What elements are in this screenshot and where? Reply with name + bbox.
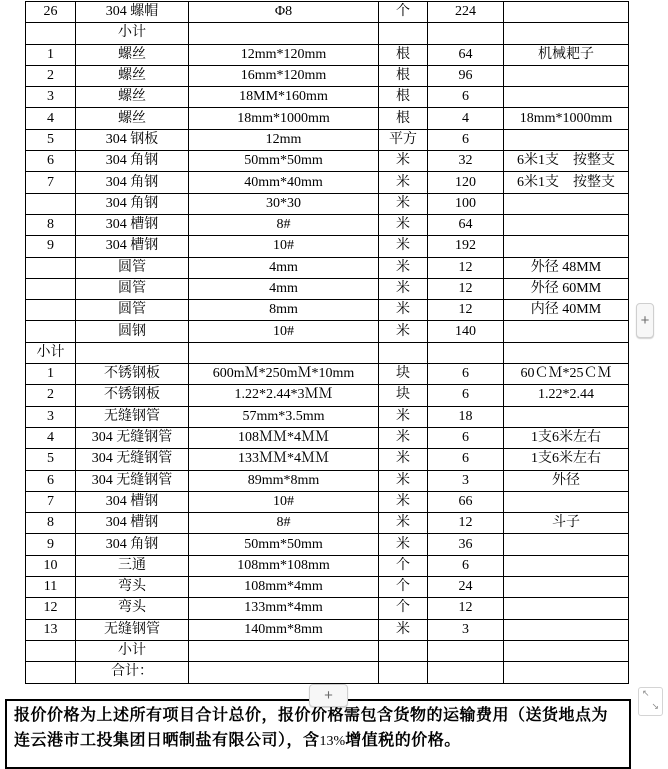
table-cell[interactable]: 8mm [189,300,379,321]
table-row [26,427,629,448]
table-cell[interactable]: 12 [428,257,504,278]
table-cell[interactable]: 1.22*2.44 [504,385,629,406]
table-cell[interactable]: 机械耙子 [504,44,629,65]
table-cell[interactable] [189,23,379,44]
table-row [26,470,629,491]
table-cell[interactable] [379,662,428,683]
table-cell[interactable]: 米 [379,278,428,299]
table-cell[interactable]: 18mm*1000mm [504,108,629,129]
table-cell[interactable] [428,23,504,44]
table-row [26,129,629,150]
table-cell[interactable]: 6 [26,470,76,491]
table-cell[interactable]: 螺丝 [76,44,189,65]
table-cell[interactable]: 3 [428,470,504,491]
table-row [26,342,629,363]
table-cell[interactable]: 2 [26,385,76,406]
table-cell[interactable]: 64 [428,44,504,65]
table-cell[interactable]: 89mm*8mm [189,470,379,491]
table-cell[interactable]: 13 [26,619,76,640]
table-cell[interactable]: 螺丝 [76,87,189,108]
table-cell[interactable]: 根 [379,108,428,129]
table-cell[interactable]: 304 角钢 [76,193,189,214]
table-cell[interactable]: 10 [26,555,76,576]
table-cell[interactable] [504,555,629,576]
table-cell[interactable]: 304 角钢 [76,534,189,555]
table-row [26,300,629,321]
table-cell[interactable]: 304 螺帽 [76,2,189,23]
table-cell[interactable]: 108mm*4mm [189,577,379,598]
table-cell[interactable] [26,321,76,342]
table-cell[interactable]: 米 [379,449,428,470]
table-cell[interactable] [189,342,379,363]
table-row [26,619,629,640]
table-row [26,193,629,214]
table-cell[interactable]: 140mm*8mm [189,619,379,640]
table-cell[interactable]: 1支6米左右 [504,449,629,470]
table-cell[interactable]: 米 [379,300,428,321]
table-cell[interactable]: 不锈钢板 [76,364,189,385]
table-cell[interactable]: 6 [428,385,504,406]
table-row [26,108,629,129]
table-cell[interactable] [504,2,629,23]
table-cell[interactable]: 6 [428,555,504,576]
table-cell[interactable]: 108mm*108mm [189,555,379,576]
table-cell[interactable]: 2 [26,65,76,86]
table-cell[interactable]: 304 无缝钢管 [76,427,189,448]
table-cell[interactable]: 224 [428,2,504,23]
table-cell[interactable]: 合计： [76,662,189,683]
table-cell[interactable]: 66 [428,491,504,512]
table-cell[interactable] [189,662,379,683]
table-cell[interactable]: 1 [26,364,76,385]
table-cell[interactable]: 6 [428,364,504,385]
table-cell[interactable]: 304 槽钢 [76,236,189,257]
table-cell[interactable]: 4mm [189,278,379,299]
table-cell[interactable]: 圆管 [76,278,189,299]
table-cell[interactable]: 304 槽钢 [76,491,189,512]
table-cell[interactable] [428,640,504,661]
table-cell[interactable]: 米 [379,619,428,640]
table-cell[interactable]: 40mm*40mm [189,172,379,193]
table-cell[interactable] [504,23,629,44]
table-cell[interactable] [504,598,629,619]
table-cell[interactable]: 外径 60MM [504,278,629,299]
table-row [26,236,629,257]
table-cell[interactable]: 6 [428,87,504,108]
table-cell[interactable] [428,342,504,363]
table-cell[interactable]: 6 [428,427,504,448]
table-cell[interactable]: 7 [26,172,76,193]
table-cell[interactable]: 5 [26,129,76,150]
table-cell[interactable]: 弯头 [76,577,189,598]
resize-nw-icon: ↖ [642,689,650,699]
table-cell[interactable]: 120 [428,172,504,193]
table-cell[interactable]: 个 [379,577,428,598]
table-cell[interactable]: 12mm*120mm [189,44,379,65]
table-row [26,65,629,86]
quote-note-text: 报价价格为上述所有项目合计总价，报价价格需包含货物的运输费用（送货地点为连云港市工投集团日晒制盐有限公司），含 [14,707,609,749]
table-cell[interactable]: 米 [379,491,428,512]
table-cell[interactable]: 12mm [189,129,379,150]
table-row [26,534,629,555]
table-cell[interactable]: 米 [379,172,428,193]
table-cell[interactable]: 140 [428,321,504,342]
table-cell[interactable] [504,321,629,342]
table-row [26,385,629,406]
table-cell[interactable]: 8 [26,214,76,235]
insert-column-button[interactable]: + [636,303,654,338]
table-cell[interactable]: 30*30 [189,193,379,214]
table-cell[interactable]: 6 [428,129,504,150]
table-cell[interactable] [26,23,76,44]
table-cell[interactable]: 36 [428,534,504,555]
table-cell[interactable]: 192 [428,236,504,257]
table-cell[interactable]: 108ＭＭ*4ＭＭ [189,427,379,448]
table-cell[interactable] [26,193,76,214]
table-cell[interactable] [504,87,629,108]
table-cell[interactable]: 12 [428,300,504,321]
table-cell[interactable]: 7 [26,491,76,512]
table-cell[interactable]: 无缝钢管 [76,406,189,427]
table-cell[interactable]: 100 [428,193,504,214]
table-cell[interactable]: 10# [189,491,379,512]
table-cell[interactable]: 304 无缝钢管 [76,470,189,491]
table-row [26,278,629,299]
table-cell[interactable]: 无缝钢管 [76,619,189,640]
quote-note-text-end: 增值税的价格。 [345,732,461,749]
table-cell[interactable]: 米 [379,236,428,257]
table-row [26,257,629,278]
quote-note-box [5,699,631,769]
table-cell[interactable]: 5 [26,449,76,470]
table-cell[interactable] [189,640,379,661]
table-cell[interactable]: 米 [379,321,428,342]
table-cell[interactable]: 304 槽钢 [76,214,189,235]
table-cell[interactable]: 12 [428,598,504,619]
table-cell[interactable] [504,491,629,512]
table-resize-handle[interactable] [638,687,663,716]
table-row [26,364,629,385]
table-cell[interactable]: 个 [379,555,428,576]
table-cell[interactable]: 133mm*4mm [189,598,379,619]
table-cell[interactable]: 小计 [26,342,76,363]
table-cell[interactable]: 弯头 [76,598,189,619]
table-cell[interactable]: 米 [379,193,428,214]
table-cell[interactable] [504,577,629,598]
table-cell[interactable]: 根 [379,65,428,86]
table-row [26,151,629,172]
tax-rate-text: 13% [319,734,346,749]
table-row [26,214,629,235]
table-cell[interactable] [504,342,629,363]
table-cell[interactable]: 小计 [76,23,189,44]
table-cell[interactable]: 三通 [76,555,189,576]
resize-se-icon: ↘ [651,702,659,712]
table-cell[interactable] [504,236,629,257]
table-cell[interactable]: 米 [379,406,428,427]
table-cell[interactable] [504,65,629,86]
table-row [26,555,629,576]
table-cell[interactable]: 304 角钢 [76,151,189,172]
table-row [26,172,629,193]
table-cell[interactable]: 米 [379,534,428,555]
table-cell[interactable]: 9 [26,534,76,555]
table-cell[interactable] [504,640,629,661]
table-cell[interactable]: 圆钢 [76,321,189,342]
table-cell[interactable]: 个 [379,2,428,23]
table-cell[interactable]: 10# [189,236,379,257]
table-cell[interactable]: 57mm*3.5mm [189,406,379,427]
table-cell[interactable]: 米 [379,427,428,448]
table-cell[interactable]: 26 [26,2,76,23]
table-cell[interactable]: 根 [379,87,428,108]
table-row [26,321,629,342]
materials-table [25,1,629,684]
table-cell[interactable] [379,640,428,661]
table-row [26,662,629,683]
table-cell[interactable]: 外径 48MM [504,257,629,278]
table-cell[interactable]: 133ＭＭ*4ＭＭ [189,449,379,470]
table-cell[interactable]: 米 [379,151,428,172]
table-cell[interactable]: 4 [26,108,76,129]
table-cell[interactable] [504,129,629,150]
table-cell[interactable] [26,662,76,683]
table-cell[interactable]: 米 [379,513,428,534]
table-cell[interactable] [504,662,629,683]
table-cell[interactable] [26,640,76,661]
table-cell[interactable]: 3 [428,619,504,640]
table-cell[interactable]: 304 槽钢 [76,513,189,534]
table-cell[interactable]: 不锈钢板 [76,385,189,406]
table-cell[interactable]: 6米1支 按整支 [504,151,629,172]
table-cell[interactable] [504,534,629,555]
table-cell[interactable]: 米 [379,470,428,491]
table-cell[interactable] [504,193,629,214]
table-row [26,513,629,534]
table-cell[interactable]: 304 钢板 [76,129,189,150]
materials-table-body [26,2,629,684]
table-cell[interactable] [504,214,629,235]
table-cell[interactable]: Φ8 [189,2,379,23]
table-row [26,87,629,108]
table-cell[interactable] [76,342,189,363]
table-row [26,598,629,619]
table-cell[interactable] [26,278,76,299]
table-cell[interactable]: 个 [379,598,428,619]
table-cell[interactable]: 米 [379,257,428,278]
table-cell[interactable]: 斗子 [504,513,629,534]
table-cell[interactable]: 圆管 [76,257,189,278]
table-cell[interactable]: 12 [428,278,504,299]
table-cell[interactable]: 6 [428,449,504,470]
table-cell[interactable]: 平方 [379,129,428,150]
insert-row-button[interactable]: + [309,684,348,707]
table-cell[interactable]: 11 [26,577,76,598]
table-cell[interactable]: 6米1支 按整支 [504,172,629,193]
table-cell[interactable]: 圆管 [76,300,189,321]
table-cell[interactable]: 1支6米左右 [504,427,629,448]
table-cell[interactable]: 8 [26,513,76,534]
table-cell[interactable]: 18MM*160mm [189,87,379,108]
table-cell[interactable]: 18mm*1000mm [189,108,379,129]
table-cell[interactable]: 32 [428,151,504,172]
table-cell[interactable]: 96 [428,65,504,86]
table-cell[interactable]: 内径 40MM [504,300,629,321]
table-cell[interactable]: 4 [26,427,76,448]
table-cell[interactable]: 6 [26,151,76,172]
table-cell[interactable]: 4 [428,108,504,129]
table-cell[interactable]: 304 角钢 [76,172,189,193]
table-cell[interactable]: 3 [26,87,76,108]
table-cell[interactable]: 12 [428,513,504,534]
table-cell[interactable]: 米 [379,214,428,235]
table-cell[interactable]: 4mm [189,257,379,278]
table-cell[interactable]: 12 [26,598,76,619]
table-cell[interactable]: 24 [428,577,504,598]
table-row [26,406,629,427]
table-cell[interactable]: 304 无缝钢管 [76,449,189,470]
table-cell[interactable]: 600mＭ*250mＭ*10mm [189,364,379,385]
table-cell[interactable]: 1.22*2.44*3ＭＭ [189,385,379,406]
table-cell[interactable]: 50mm*50mm [189,534,379,555]
table-row [26,44,629,65]
table-cell[interactable]: 18 [428,406,504,427]
table-cell[interactable] [428,662,504,683]
table-cell[interactable]: 3 [26,406,76,427]
table-row [26,2,629,23]
table-cell[interactable]: 50mm*50mm [189,151,379,172]
table-cell[interactable] [379,342,428,363]
table-cell[interactable]: 64 [428,214,504,235]
table-cell[interactable]: 根 [379,44,428,65]
table-cell[interactable] [26,300,76,321]
table-row [26,491,629,512]
table-cell[interactable]: 16mm*120mm [189,65,379,86]
table-row [26,640,629,661]
table-cell[interactable] [379,23,428,44]
table-cell[interactable]: 60ＣＭ*25ＣＭ [504,364,629,385]
table-cell[interactable]: 块 [379,364,428,385]
table-cell[interactable]: 8# [189,214,379,235]
table-cell[interactable]: 10# [189,321,379,342]
table-cell[interactable] [504,619,629,640]
table-cell[interactable]: 螺丝 [76,65,189,86]
table-row [26,577,629,598]
table-cell[interactable] [26,257,76,278]
table-cell[interactable] [504,406,629,427]
table-cell[interactable]: 1 [26,44,76,65]
table-cell[interactable]: 块 [379,385,428,406]
table-cell[interactable]: 9 [26,236,76,257]
table-cell[interactable]: 小计 [76,640,189,661]
table-cell[interactable]: 外径 [504,470,629,491]
table-row [26,449,629,470]
table-cell[interactable]: 螺丝 [76,108,189,129]
table-cell[interactable]: 8# [189,513,379,534]
table-row [26,23,629,44]
